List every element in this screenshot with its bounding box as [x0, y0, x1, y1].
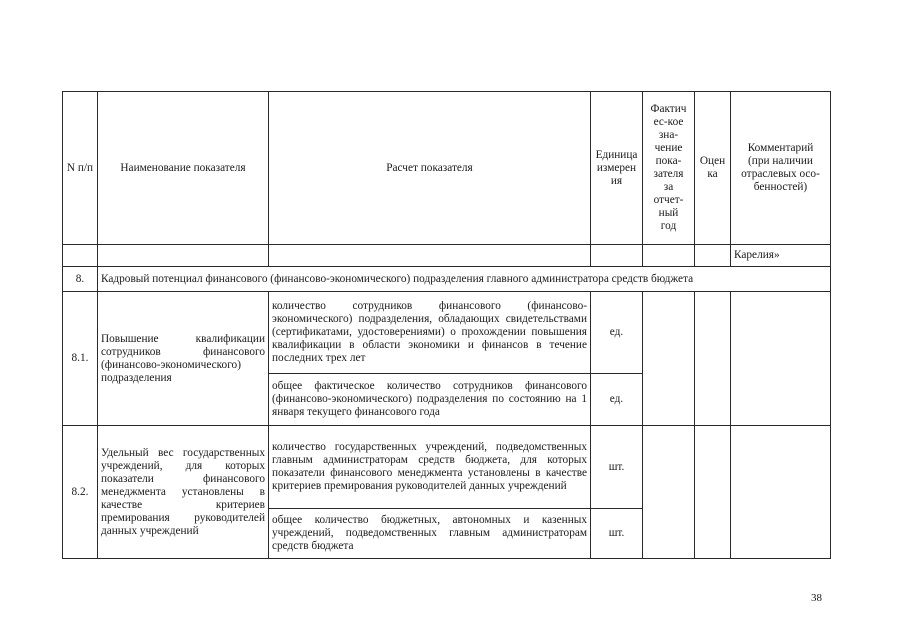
row-unit: ед.: [591, 292, 643, 374]
row-name: Удельный вес государственных учреждений, для которых показатели финансового менеджмента установлены в качестве критериев премирования руководителей данных учреждений: [98, 426, 269, 559]
row-calc: общее фактическое количество сотрудников финансового (финансово-экономического) подразделения по состоянию на 1 января текущего финансового года: [269, 374, 591, 426]
row-fact: [643, 292, 695, 426]
section-row: [63, 267, 831, 292]
row-name: Повышение квалификации сотрудников финансового (финансово-экономического) подразделения: [98, 292, 269, 426]
continuation-comment: Карелия»: [731, 245, 831, 267]
row-calc: общее количество бюджетных, автономных и казенных учреждений, подведомственных главным администраторам средств бюджета: [269, 509, 591, 559]
row-fact: [643, 426, 695, 559]
table-row: [63, 426, 831, 509]
row-unit: шт.: [591, 426, 643, 509]
header-score: Оцен ка: [695, 92, 731, 245]
continuation-row: [63, 245, 831, 267]
row-calc: количество государственных учреждений, подведомственных главным администраторам средств бюджета, для которых показатели финансового менеджмента установлены в качестве критериев премирования руководителей данных учреждений: [269, 426, 591, 509]
row-unit: ед.: [591, 374, 643, 426]
row-num: 8.1.: [63, 292, 98, 426]
section-num: 8.: [63, 267, 98, 292]
row-comment: [731, 292, 831, 426]
header-num: N п/п: [63, 92, 98, 245]
row-calc: количество сотрудников финансового (финансово-экономического) подразделения, обладающих свидетельствами (сертификатами, удостоверениями) о прохождении повышения квалификации в области экономики и финансов в течение последних трех лет: [269, 292, 591, 374]
row-num: 8.2.: [63, 426, 98, 559]
table-row: [63, 292, 831, 374]
header-comment: Комментарий (при наличии отраслевых осо- бенностей): [731, 92, 831, 245]
indicators-table: [62, 91, 831, 559]
header-unit: Единица измерен ия: [591, 92, 643, 245]
section-title: Кадровый потенциал финансового (финансово-экономического) подразделения главного администратора средств бюджета: [98, 267, 831, 292]
header-fact: Фактич ес-кое зна- чение пока- зателя за отчет- ный год: [643, 92, 695, 245]
row-score: [695, 292, 731, 426]
header-name: Наименование показателя: [98, 92, 269, 245]
page-number: 38: [811, 592, 822, 604]
row-unit: шт.: [591, 509, 643, 559]
row-comment: [731, 426, 831, 559]
row-score: [695, 426, 731, 559]
header-row: [63, 92, 831, 245]
header-calc: Расчет показателя: [269, 92, 591, 245]
